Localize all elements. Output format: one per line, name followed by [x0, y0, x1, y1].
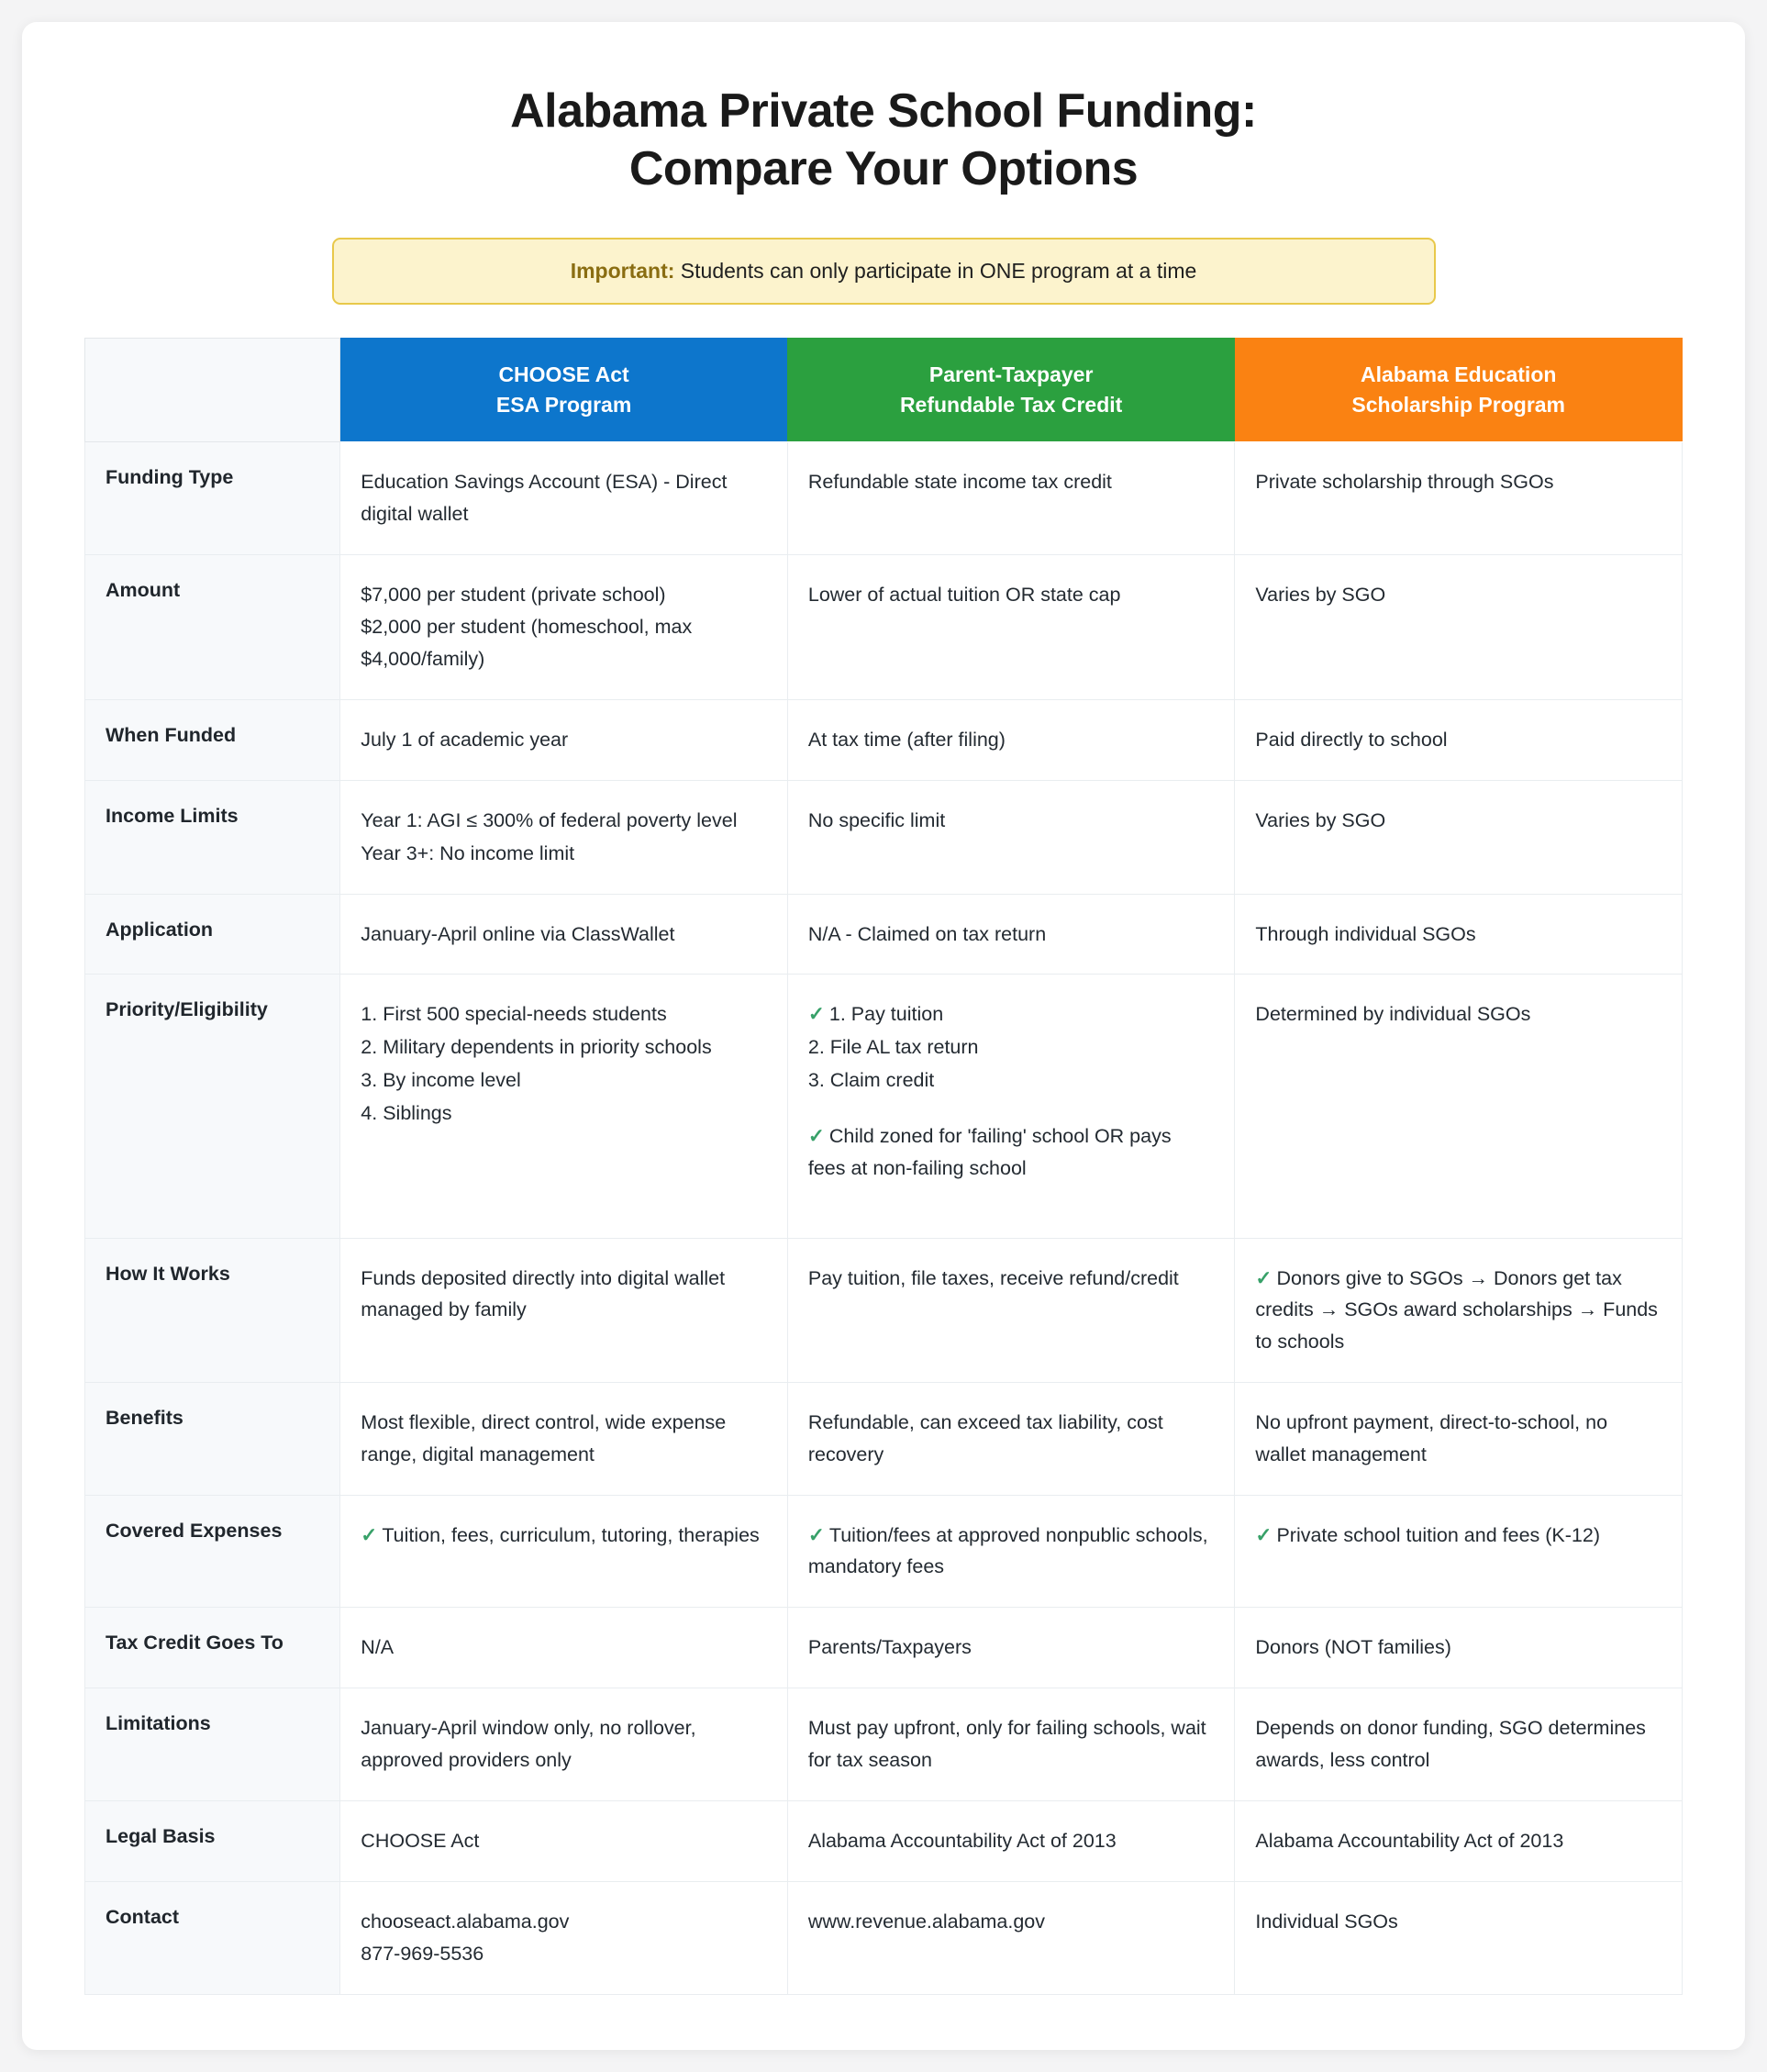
- cell-line: January-April window only, no rollover, approved providers only: [361, 1717, 696, 1771]
- table-row: [85, 700, 1683, 781]
- cell-line: Private scholarship through SGOs: [1255, 470, 1554, 493]
- table-body: [85, 441, 1683, 1994]
- cell-scholarship-program: [1235, 1608, 1683, 1688]
- row-label-when-funded: When Funded: [85, 700, 340, 781]
- table-corner-cell: [85, 338, 340, 441]
- cell-line: ✓ Donors give to SGOs → Donors get tax credits → SGOs award scholarships → Funds to schools: [1255, 1266, 1658, 1353]
- row-label-application: Application: [85, 894, 340, 975]
- cell-scholarship-program: [1235, 1881, 1683, 1995]
- column-header-parent-taxpayer: [787, 338, 1235, 441]
- column-header-choose-act: [340, 338, 788, 441]
- cell-choose-act: [340, 1881, 788, 1995]
- cell-choose-act: [340, 894, 788, 975]
- check-icon: ✓: [807, 1523, 825, 1546]
- cell-line: chooseact.alabama.gov: [361, 1910, 570, 1933]
- cell-line: Alabama Accountability Act of 2013: [1255, 1829, 1564, 1852]
- cell-parent-taxpayer: [787, 554, 1235, 699]
- cell-line: $2,000 per student (homeschool, max $4,000/family): [361, 616, 693, 671]
- cell-line: 3. By income level: [361, 1069, 521, 1092]
- check-icon: ✓: [1255, 1266, 1272, 1289]
- cell-parent-taxpayer: [787, 1800, 1235, 1881]
- cell-line: January-April online via ClassWallet: [361, 922, 675, 945]
- column-header-choose-act-line-2: ESA Program: [495, 392, 632, 417]
- column-header-parent-taxpayer-line-1: Parent-Taxpayer: [928, 362, 1094, 387]
- table-row: [85, 1881, 1683, 1995]
- table-header-row: [85, 338, 1683, 441]
- cell-line: No upfront payment, direct-to-school, no wallet management: [1255, 1411, 1608, 1465]
- cell-line: Varies by SGO: [1255, 808, 1386, 831]
- check-icon: ✓: [361, 1523, 378, 1546]
- page-title-line-1: Alabama Private School Funding:: [510, 84, 1257, 138]
- table-row: [85, 1688, 1683, 1801]
- cell-line: CHOOSE Act: [361, 1829, 480, 1852]
- page-title-line-2: Compare Your Options: [628, 142, 1139, 196]
- cell-line: Individual SGOs: [1255, 1910, 1398, 1933]
- row-label-amount: Amount: [85, 554, 340, 699]
- cell-scholarship-program: [1235, 780, 1683, 894]
- cell-parent-taxpayer: [787, 894, 1235, 975]
- cell-choose-act: [340, 1238, 788, 1382]
- row-label-funding-type: Funding Type: [85, 441, 340, 554]
- cell-line: Varies by SGO: [1255, 583, 1386, 606]
- column-header-scholarship-program-line-2: Scholarship Program: [1351, 392, 1566, 417]
- cell-line: ✓ Child zoned for 'failing' school OR pays fees at non-failing school: [807, 1124, 1172, 1179]
- cell-choose-act: [340, 1383, 788, 1496]
- check-icon: ✓: [1255, 1523, 1272, 1546]
- cell-choose-act: [340, 1608, 788, 1688]
- cell-line: ✓ 1. Pay tuition: [807, 1003, 944, 1026]
- cell-parent-taxpayer: [787, 1881, 1235, 1995]
- table-row: [85, 554, 1683, 699]
- cell-parent-taxpayer: [787, 1608, 1235, 1688]
- cell-line: ✓ Private school tuition and fees (K-12): [1255, 1523, 1600, 1546]
- check-icon: ✓: [807, 1124, 825, 1147]
- cell-line: 2. File AL tax return: [807, 1036, 979, 1059]
- row-label-benefits: Benefits: [85, 1383, 340, 1496]
- cell-scholarship-program: [1235, 700, 1683, 781]
- cell-line: Paid directly to school: [1255, 729, 1448, 752]
- program-comparison-table: [84, 338, 1683, 1995]
- cell-choose-act: [340, 1688, 788, 1801]
- cell-parent-taxpayer: [787, 1238, 1235, 1382]
- cell-line: Depends on donor funding, SGO determines awards, less control: [1255, 1717, 1646, 1771]
- cell-line: Year 1: AGI ≤ 300% of federal poverty level: [361, 808, 738, 831]
- cell-line: Must pay upfront, only for failing schools, wait for tax season: [807, 1717, 1206, 1771]
- cell-choose-act: [340, 780, 788, 894]
- cell-choose-act: [340, 441, 788, 554]
- column-header-scholarship-program-line-1: Alabama Education: [1360, 362, 1557, 387]
- comparison-table-wrapper: [62, 338, 1705, 1995]
- cell-line: www.revenue.alabama.gov: [807, 1910, 1046, 1933]
- row-label-limitations: Limitations: [85, 1688, 340, 1801]
- page-title: [62, 83, 1705, 199]
- row-label-tax-credit-goes-to: Tax Credit Goes To: [85, 1608, 340, 1688]
- table-row: [85, 1383, 1683, 1496]
- cell-line: 3. Claim credit: [807, 1069, 935, 1092]
- table-row: [85, 894, 1683, 975]
- cell-choose-act: [340, 700, 788, 781]
- table-header: [85, 338, 1683, 441]
- important-alert-banner: [332, 238, 1436, 305]
- cell-line: Refundable state income tax credit: [807, 470, 1112, 493]
- cell-parent-taxpayer: [787, 975, 1235, 1238]
- column-header-parent-taxpayer-line-2: Refundable Tax Credit: [899, 392, 1123, 417]
- cell-line: Alabama Accountability Act of 2013: [807, 1829, 1117, 1852]
- table-row: [85, 1495, 1683, 1608]
- cell-scholarship-program: [1235, 1383, 1683, 1496]
- row-label-income-limits: Income Limits: [85, 780, 340, 894]
- cell-line: Parents/Taxpayers: [807, 1636, 972, 1659]
- cell-choose-act: [340, 975, 788, 1238]
- row-label-covered-expenses: Covered Expenses: [85, 1495, 340, 1608]
- cell-line: 877-969-5536: [361, 1943, 484, 1966]
- cell-scholarship-program: [1235, 441, 1683, 554]
- cell-choose-act: [340, 1495, 788, 1608]
- cell-choose-act: [340, 1800, 788, 1881]
- table-row: [85, 1800, 1683, 1881]
- cell-line: ✓ Tuition/fees at approved nonpublic schools, mandatory fees: [807, 1523, 1208, 1578]
- row-label-how-it-works: How It Works: [85, 1238, 340, 1382]
- table-row: [85, 441, 1683, 554]
- cell-line: 1. First 500 special-needs students: [361, 1003, 667, 1026]
- alert-message: Students can only participate in ONE program at a time: [674, 258, 1197, 283]
- cell-line: ✓ Tuition, fees, curriculum, tutoring, therapies: [361, 1523, 760, 1546]
- cell-line: Year 3+: No income limit: [361, 841, 575, 864]
- table-row: [85, 975, 1683, 1238]
- table-row: [85, 1608, 1683, 1688]
- cell-line: N/A - Claimed on tax return: [807, 922, 1047, 945]
- cell-line: 4. Siblings: [361, 1101, 452, 1124]
- cell-line: Refundable, can exceed tax liability, cost recovery: [807, 1411, 1163, 1465]
- cell-line: N/A: [361, 1636, 395, 1659]
- cell-line: July 1 of academic year: [361, 729, 569, 752]
- cell-parent-taxpayer: [787, 1495, 1235, 1608]
- row-label-legal-basis: Legal Basis: [85, 1800, 340, 1881]
- alert-banner-wrapper: [62, 238, 1705, 305]
- cell-parent-taxpayer: [787, 1383, 1235, 1496]
- cell-line: Education Savings Account (ESA) - Direct digital wallet: [361, 470, 728, 525]
- cell-scholarship-program: [1235, 894, 1683, 975]
- cell-scholarship-program: [1235, 554, 1683, 699]
- cell-parent-taxpayer: [787, 1688, 1235, 1801]
- row-label-contact: Contact: [85, 1881, 340, 1995]
- cell-line: Pay tuition, file taxes, receive refund/credit: [807, 1266, 1179, 1289]
- cell-parent-taxpayer: [787, 780, 1235, 894]
- check-icon: ✓: [807, 1003, 825, 1026]
- cell-scholarship-program: [1235, 975, 1683, 1238]
- cell-line: Most flexible, direct control, wide expense range, digital management: [361, 1411, 727, 1465]
- cell-line: At tax time (after filing): [807, 729, 1006, 752]
- cell-line: 2. Military dependents in priority schools: [361, 1036, 712, 1059]
- cell-line: Through individual SGOs: [1255, 922, 1476, 945]
- column-header-choose-act-line-1: CHOOSE Act: [498, 362, 629, 387]
- cell-line: Funds deposited directly into digital wallet managed by family: [361, 1266, 726, 1321]
- cell-parent-taxpayer: [787, 700, 1235, 781]
- cell-choose-act: [340, 554, 788, 699]
- cell-line: $7,000 per student (private school): [361, 583, 666, 606]
- cell-line: Donors (NOT families): [1255, 1636, 1451, 1659]
- table-row: [85, 1238, 1683, 1382]
- column-header-scholarship-program: [1235, 338, 1683, 441]
- row-label-priority-eligibility: Priority/Eligibility: [85, 975, 340, 1238]
- cell-line: Determined by individual SGOs: [1255, 1003, 1531, 1026]
- cell-line: Lower of actual tuition OR state cap: [807, 583, 1121, 606]
- alert-label: Important:: [570, 258, 675, 283]
- cell-scholarship-program: [1235, 1688, 1683, 1801]
- comparison-card: [22, 22, 1745, 2050]
- cell-scholarship-program: [1235, 1800, 1683, 1881]
- table-row: [85, 780, 1683, 894]
- cell-scholarship-program: [1235, 1495, 1683, 1608]
- cell-scholarship-program: [1235, 1238, 1683, 1382]
- cell-line: No specific limit: [807, 808, 946, 831]
- cell-parent-taxpayer: [787, 441, 1235, 554]
